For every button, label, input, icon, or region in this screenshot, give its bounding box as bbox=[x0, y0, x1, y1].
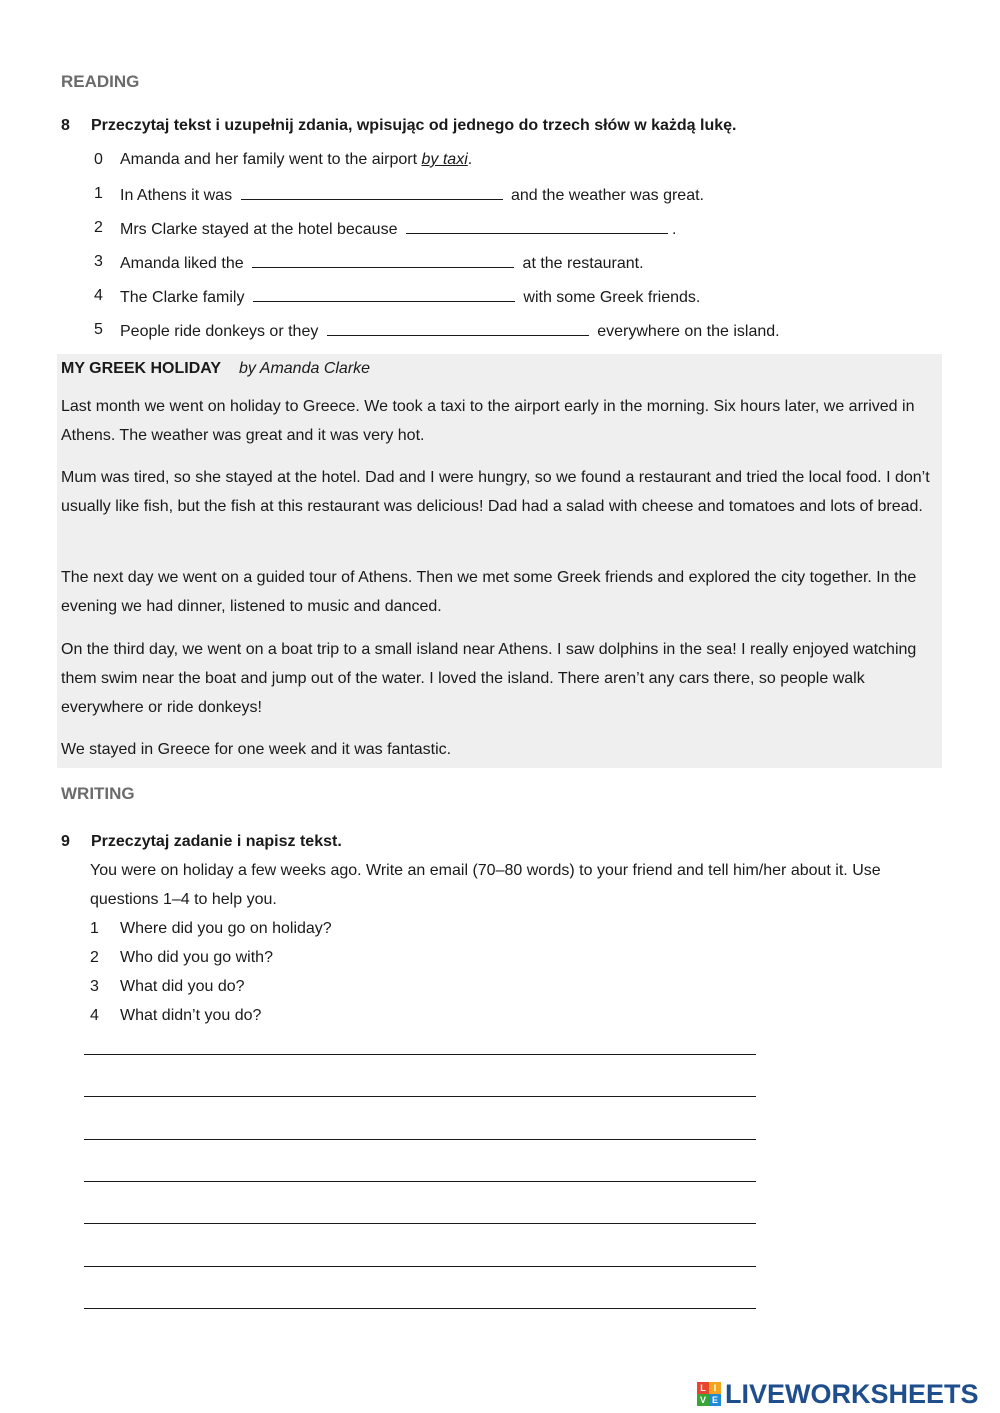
item-text-after: everywhere on the island. bbox=[597, 323, 780, 340]
item-text bbox=[120, 219, 676, 239]
list-item bbox=[90, 949, 490, 969]
writing-line-5[interactable] bbox=[84, 1223, 756, 1224]
example-answer: by taxi bbox=[421, 151, 468, 168]
item-text-before: People ride donkeys or they bbox=[120, 323, 319, 340]
writing-line-7[interactable] bbox=[84, 1308, 756, 1309]
writing-line-1[interactable] bbox=[84, 1054, 756, 1055]
list-item bbox=[94, 253, 934, 273]
reading-heading: READING bbox=[61, 72, 140, 91]
paragraph-2: Mum was tired, so she stayed at the hotel. Dad and I were hungry, so we found a restaurant and tried the local food. I don’t usually like fish, but the fish at this restaurant was delicious! Dad had a salad with cheese and tomatoes and lots of bread. bbox=[61, 469, 930, 515]
writing-line-4[interactable] bbox=[84, 1181, 756, 1182]
question-number: 3 bbox=[90, 978, 99, 995]
list-item bbox=[90, 978, 490, 998]
list-item bbox=[94, 287, 934, 307]
list-item bbox=[94, 151, 934, 171]
task-9 bbox=[61, 833, 961, 853]
task-number: 8 bbox=[61, 117, 70, 134]
text-author: by Amanda Clarke bbox=[239, 360, 371, 377]
paragraph-1: Last month we went on holiday to Greece. We took a taxi to the airport early in the morning. Six hours later, we arrived in Athens. The weather was great and it was very hot. bbox=[61, 398, 915, 444]
list-item bbox=[94, 219, 934, 239]
writing-prompt-line-2: questions 1–4 to help you. bbox=[90, 891, 277, 908]
task-8 bbox=[61, 117, 961, 137]
question-text: Where did you go on holiday? bbox=[120, 920, 332, 937]
text-title-line bbox=[61, 354, 941, 383]
logo-letter: V bbox=[697, 1394, 709, 1406]
question-number: 2 bbox=[90, 949, 99, 966]
question-text: What didn’t you do? bbox=[120, 1007, 262, 1024]
question-text: What did you do? bbox=[120, 978, 245, 995]
item-text bbox=[120, 253, 644, 273]
writing-line-6[interactable] bbox=[84, 1266, 756, 1267]
logo-mark-icon bbox=[697, 1382, 721, 1406]
item-text-before: Amanda liked the bbox=[120, 255, 244, 272]
paragraph-4: On the third day, we went on a boat trip to a small island near Athens. I saw dolphins in the sea! I really enjoyed watching them swim near the boat and jump out of the water. I loved the island. There aren’t any cars there, so people walk everywhere or ride donkeys! bbox=[61, 641, 917, 716]
task-instruction: Przeczytaj zadanie i napisz tekst. bbox=[91, 833, 342, 850]
task-number: 9 bbox=[61, 833, 70, 850]
item-text-before: Mrs Clarke stayed at the hotel because bbox=[120, 221, 398, 238]
item-text-before: Amanda and her family went to the airport bbox=[120, 151, 422, 168]
writing-heading: WRITING bbox=[61, 784, 135, 803]
item-text bbox=[120, 321, 780, 341]
logo-letter: L bbox=[697, 1382, 709, 1394]
question-number: 1 bbox=[90, 920, 99, 937]
logo-letter: I bbox=[709, 1382, 721, 1394]
writing-line-2[interactable] bbox=[84, 1096, 756, 1097]
item-text-after: . bbox=[467, 151, 473, 168]
item-text-before: In Athens it was bbox=[120, 187, 233, 204]
paragraph-5: We stayed in Greece for one week and it was fantastic. bbox=[61, 741, 452, 758]
text-title: MY GREEK HOLIDAY bbox=[61, 360, 222, 377]
item-text-after: . bbox=[671, 221, 677, 238]
writing-prompt-line-1: You were on holiday a few weeks ago. Write an email (70–80 words) to your friend and tell him/her about it. Use bbox=[90, 862, 881, 879]
answer-gap-3[interactable] bbox=[252, 253, 514, 268]
item-number: 0 bbox=[94, 151, 103, 168]
question-text: Who did you go with? bbox=[120, 949, 273, 966]
item-text bbox=[120, 185, 704, 205]
liveworksheets-logo bbox=[697, 1378, 979, 1410]
answer-gap-1[interactable] bbox=[241, 185, 503, 200]
task-instruction: Przeczytaj tekst i uzupełnij zdania, wpisując od jednego do trzech słów w każdą lukę. bbox=[91, 117, 737, 134]
question-number: 4 bbox=[90, 1007, 99, 1024]
answer-gap-2[interactable] bbox=[406, 219, 668, 234]
answer-gap-5[interactable] bbox=[327, 321, 589, 336]
writing-line-3[interactable] bbox=[84, 1139, 756, 1140]
item-text bbox=[120, 287, 700, 307]
item-text-after: at the restaurant. bbox=[522, 255, 644, 272]
logo-text: LIVEWORKSHEETS bbox=[725, 1378, 979, 1409]
paragraph-3: The next day we went on a guided tour of Athens. Then we met some Greek friends and explored the city together. In the evening we had dinner, listened to music and danced. bbox=[61, 569, 917, 615]
item-number: 4 bbox=[94, 287, 103, 304]
logo-letter: E bbox=[709, 1394, 721, 1406]
item-text-before: The Clarke family bbox=[120, 289, 245, 306]
list-item bbox=[90, 920, 490, 940]
item-number: 1 bbox=[94, 185, 103, 202]
item-number: 2 bbox=[94, 219, 103, 236]
answer-gap-4[interactable] bbox=[253, 287, 515, 302]
reading-text-panel bbox=[57, 354, 942, 768]
list-item bbox=[90, 1007, 490, 1027]
item-number: 3 bbox=[94, 253, 103, 270]
item-text-after: with some Greek friends. bbox=[523, 289, 701, 306]
list-item bbox=[94, 185, 934, 205]
item-text bbox=[120, 151, 472, 169]
list-item bbox=[94, 321, 934, 341]
item-text-after: and the weather was great. bbox=[510, 187, 704, 204]
item-number: 5 bbox=[94, 321, 103, 338]
